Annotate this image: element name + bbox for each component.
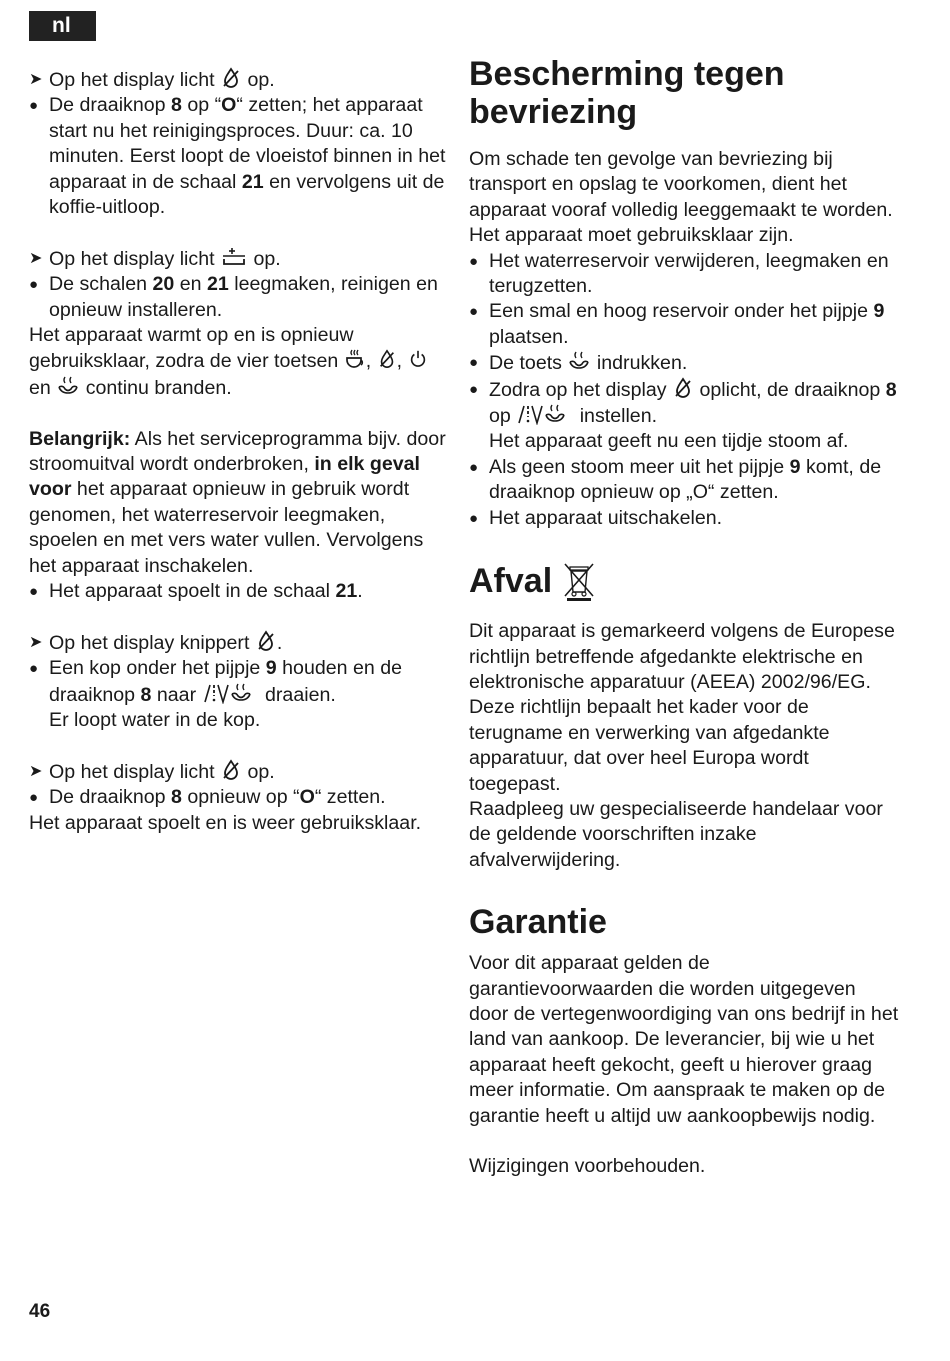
important-note: Belangrijk: Als het serviceprogramma bijv. door stroomuitval wordt onderbroken, in elk geval voor het apparaat opnieuw in gebruik wordt genomen, het waterreservoir leegmaken, spoelen en met vers water vullen. Vervolgens het apparaat inschakelen. — [29, 427, 446, 577]
bullet-dot-icon: ● — [29, 97, 39, 115]
arrow-right-icon: ➤ — [29, 71, 43, 88]
bullet-dot-icon: ● — [469, 354, 479, 372]
bullet-dot-icon: ● — [29, 789, 39, 807]
crossed-bin-icon — [562, 561, 596, 601]
paragraph: Om schade ten gevolge van bevriezing bij transport en opslag te voorkomen, dient het apparaat vooraf volledig leeggemaakt te worden. — [469, 148, 893, 221]
coffee-cup-icon — [344, 348, 366, 370]
bullet-dot-icon: ● — [469, 380, 479, 398]
section-heading-afval: Afval — [469, 561, 899, 601]
bullet-dot-icon: ● — [469, 509, 479, 527]
descale-icon — [220, 67, 242, 89]
list-item: ● Als geen stoom meer uit het pijpje 9 komt, de draaiknop opnieuw op „O“ zetten. — [469, 455, 882, 504]
steam-icon — [56, 375, 80, 397]
paragraph: Dit apparaat is gemarkeerd volgens de Europese richtlijn betreffende afgedankte elektrische en elektronische apparatuur (AEEA) 2002/96/EG. Deze richtlijn bepaalt het kader voor de terugname en verwerking van afgedankte apparatuur, dat over heel Europa wordt toegepast. — [469, 620, 895, 795]
list-item: ● De toets indrukken. — [469, 352, 688, 375]
left-column — [29, 67, 449, 836]
arrow-right-icon: ➤ — [29, 249, 43, 267]
list-item: ● Een kop onder het pijpje 9 houden en de draaiknop 8 naar draaien. Er loopt water in de kop. — [29, 657, 403, 732]
list-item: ● De draaiknop 8 opnieuw op “O“ zetten. — [29, 785, 449, 810]
bullet-dot-icon: ● — [469, 252, 479, 270]
arrow-right-icon: ➤ — [29, 633, 43, 651]
instruction-step: ➤ Op het display licht op. — [29, 247, 281, 270]
right-column — [469, 55, 899, 1180]
list-item: ● Het apparaat uitschakelen. — [469, 506, 899, 531]
instruction-step: ➤ Op het display knippert . — [29, 631, 283, 654]
list-item: ● De draaiknop 8 op “O“ zetten; het apparaat start nu het reinigingsproces. Duur: ca. 10 minuten. Eerst loopt de vloeistof binnen in het apparaat in de schaal 21 en vervolgens uit de koffie-uitloop. — [29, 94, 446, 219]
descale-icon — [377, 348, 397, 370]
arrow-right-icon: ➤ — [29, 762, 43, 780]
list-item: ● Het waterreservoir verwijderen, leegmaken en terugzetten. — [469, 249, 889, 298]
power-icon — [408, 348, 428, 370]
instruction-step: ➤ Op het display licht op. — [29, 69, 275, 91]
bullet-dot-icon: ● — [29, 276, 39, 294]
descale-icon — [220, 759, 242, 781]
bullet-dot-icon: ● — [469, 458, 479, 476]
section-heading-garantie: Garantie — [469, 903, 607, 942]
paragraph: Voor dit apparaat gelden de garantievoorwaarden die worden uitgegeven door de vertegenwoordiging van ons bedrijf in het land van aankoop. De leverancier, bij wie u het apparaat heeft gekocht, geeft u hierover graag meer informatie. Om aanspraak te maken op de garantie heeft u altijd uw aankoopbewijs nodig. — [469, 952, 899, 1127]
section-heading: Bescherming tegen bevriezing — [469, 55, 785, 131]
bullet-dot-icon: ● — [29, 583, 39, 601]
list-item: ● De schalen 20 en 21 leegmaken, reinigen en opnieuw installeren. — [29, 273, 438, 321]
paragraph: Wijzigingen voorbehouden. — [469, 1155, 706, 1178]
paragraph: Het apparaat warmt op en is opnieuw gebruiksklaar, zodra de vier toetsen , , en continu branden. — [29, 323, 449, 401]
hot-water-icon — [202, 682, 260, 704]
language-tag: nl — [29, 11, 96, 41]
list-item: ● Een smal en hoog reservoir onder het pijpje 9 plaatsen. — [469, 300, 885, 348]
descale-icon — [672, 377, 694, 399]
paragraph: Het apparaat moet gebruiksklaar zijn. — [469, 224, 794, 247]
drip-tray-icon — [220, 246, 248, 268]
bullet-dot-icon: ● — [29, 660, 39, 678]
instruction-step: ➤ Op het display licht op. — [29, 760, 275, 783]
bullet-dot-icon: ● — [469, 303, 479, 321]
paragraph: Het apparaat spoelt en is weer gebruiksklaar. — [29, 811, 422, 834]
paragraph: Raadpleeg uw gespecialiseerde handelaar voor de geldende voorschriften inzake afvalverwijdering. — [469, 797, 883, 871]
hot-water-icon — [516, 403, 574, 425]
descale-icon — [255, 630, 277, 652]
steam-icon — [567, 350, 591, 372]
page-number: 46 — [29, 1301, 51, 1322]
list-item: ● Zodra op het display oplicht, de draaiknop 8 op instellen. Het apparaat geeft nu een tijdje stoom af. — [469, 378, 897, 453]
list-item: ● Het apparaat spoelt in de schaal 21. — [29, 579, 449, 604]
